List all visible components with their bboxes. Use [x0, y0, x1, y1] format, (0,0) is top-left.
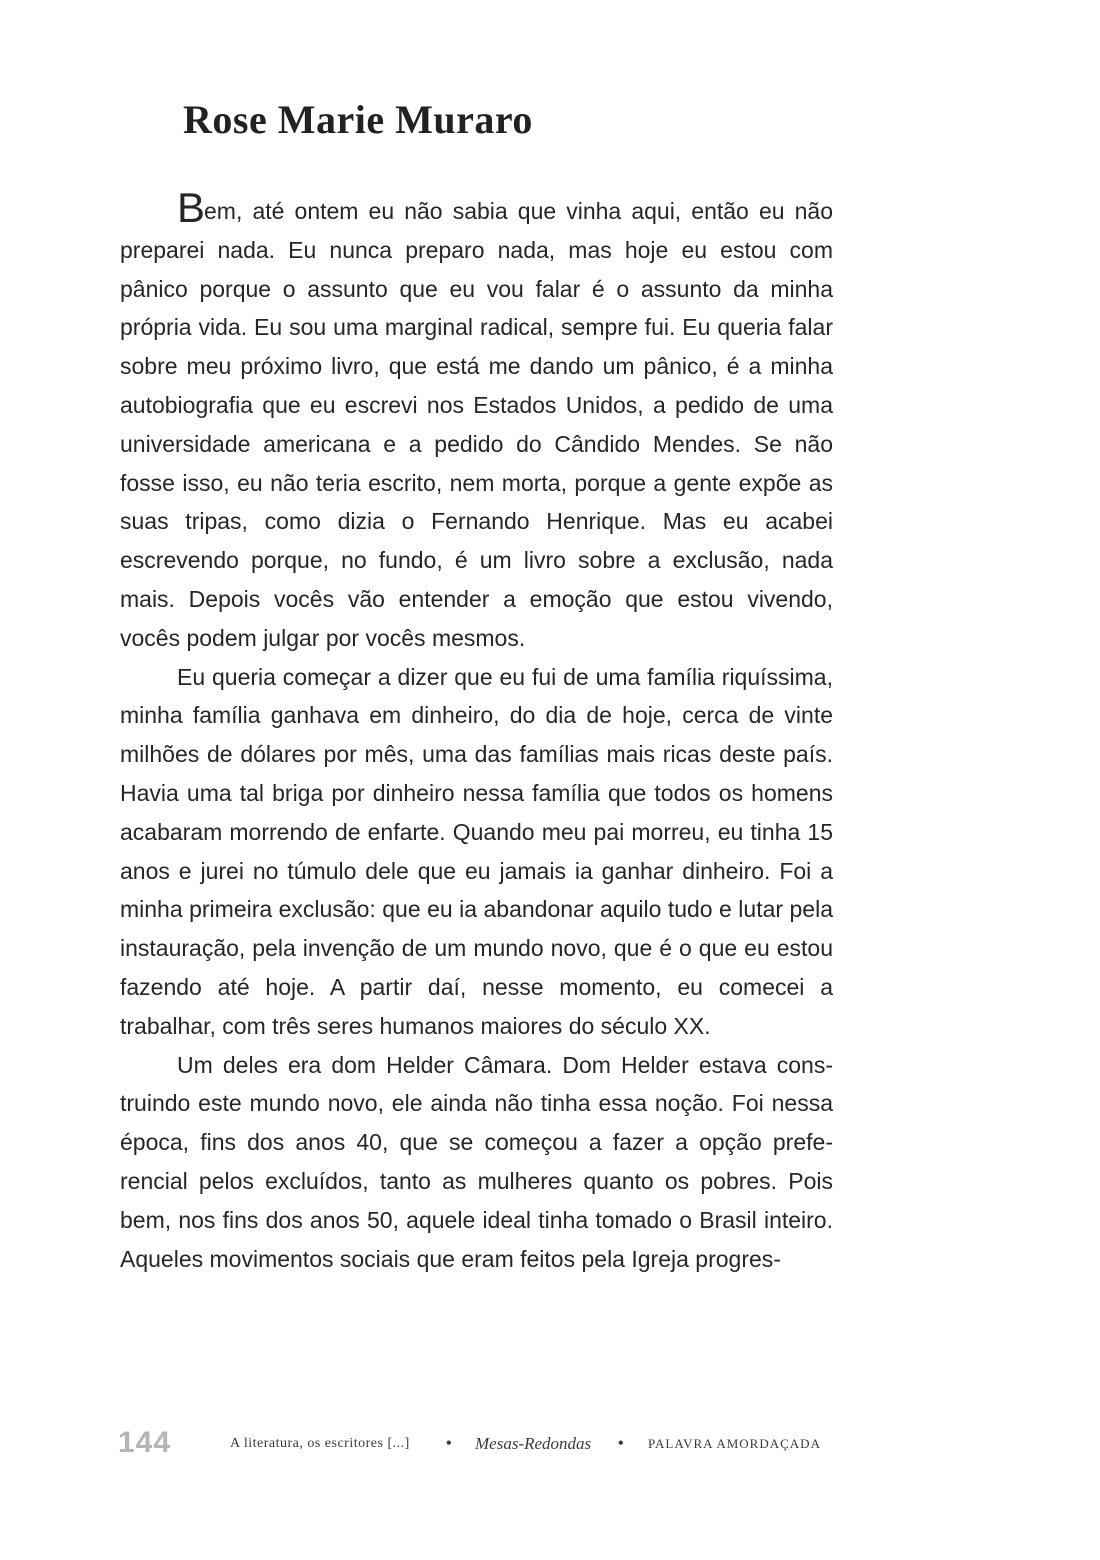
page-footer: [118, 1426, 833, 1466]
page-number: 144: [118, 1426, 172, 1459]
body-text: [120, 184, 833, 1278]
running-series-title: Mesas-Redondas: [475, 1434, 592, 1453]
paragraph-2: Eu queria começar a dizer que eu fui de uma família riquíssima, minha família ganhava em dinheiro, do dia de hoje, cerca de vinte milhões de dólares por mês, uma das famílias mais ricas deste país. Havia uma tal briga por dinheiro nessa família que todos os homens acabaram morrendo de enfarte. Quando meu pai morreu, eu tinha 15 anos e jurei no túmulo dele que eu jamais ia ganhar dinheiro. Foi a minha primeira exclusão: que eu ia abandonar aquilo tudo e lutar pela instauração, pela invenção de um mundo novo, que é o que eu estou fazendo até hoje. A partir daí, nesse momento, eu comecei a trabalhar, com três seres humanos maiores do século XX.: [120, 663, 833, 1039]
paragraph-1-text: em, até ontem eu não sabia que vinha aqui, então eu não preparei nada. Eu nunca preparo nada, mas hoje eu estou com pânico porque o assunto que eu vou falar é o assunto da minha própria vida. Eu sou uma marginal radical, sempre fui. Eu queria falar sobre meu próximo livro, que está me dando um pânico, é a minha autobiografia que eu escrevi nos Estados Unidos, a pedido de uma universidade americana e a pedido do Cândido Mendes. Se não fosse isso, eu não teria escrito, nem morta, porque a gente expõe as suas tripas, como dizia o Fernando Henrique. Mas eu acabei escrevendo porque, no fundo, é um livro sobre a exclusão, nada mais. Depois vocês vão entender a emoção que estou vivendo, vocês podem julgar por vocês mesmos.: [120, 198, 833, 651]
drop-initial: B: [177, 184, 205, 231]
chapter-title: Rose Marie Muraro: [183, 97, 533, 142]
paragraph-1: [120, 184, 833, 658]
running-book-title: A literatura, os escritores [...]: [230, 1436, 410, 1451]
paragraph-3: Um deles era dom Helder Câmara. Dom Helder estava construindo este mundo novo, ele ainda não tinha essa noção. Foi nessa época, fins dos anos 40, que se começou a fazer a opção preferencial pelos excluídos, tanto as mulheres quanto os pobres. Pois bem, nos fins dos anos 50, aquele ideal tinha tomado o Brasil inteiro. Aqueles movimentos sociais que eram feitos pela Igreja progres-: [120, 1051, 833, 1272]
running-section-title: PALAVRA AMORDAÇADA: [648, 1436, 821, 1451]
footer-separator: •: [446, 1435, 452, 1452]
footer-separator: •: [618, 1435, 624, 1452]
